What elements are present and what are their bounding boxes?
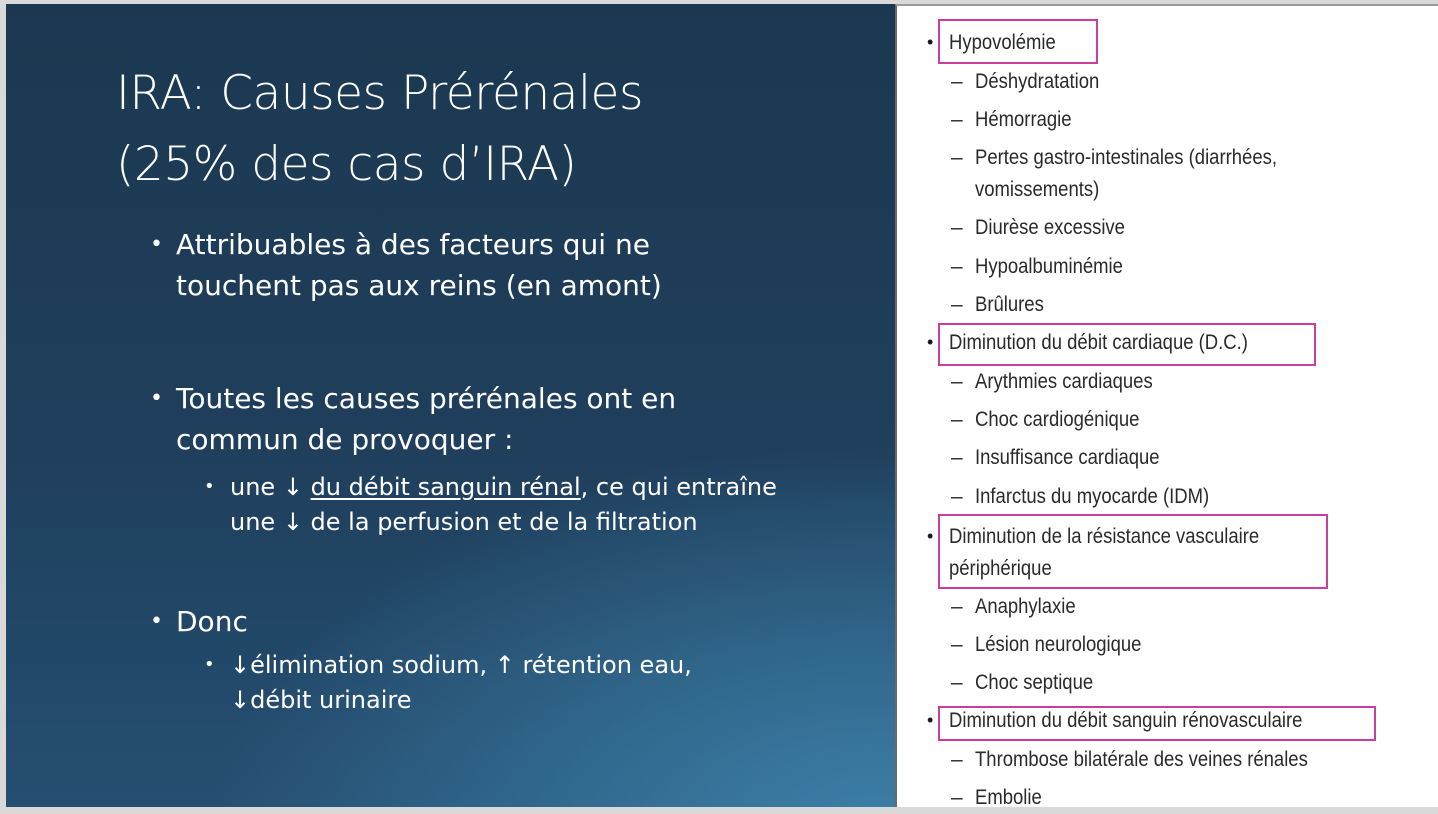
- scanned-figure-panel: [895, 4, 1438, 807]
- figure-dash: –: [951, 216, 963, 239]
- figure-dash: –: [951, 70, 963, 93]
- bullet-line: Donc: [176, 605, 248, 638]
- figure-item: Arythmies cardiaques: [975, 370, 1153, 393]
- bullet-donc: [150, 601, 248, 642]
- highlight-box-hypovolemie: [938, 19, 1098, 64]
- figure-item: Brûlures: [975, 293, 1044, 316]
- figure-item: Diurèse excessive: [975, 216, 1125, 239]
- figure-item-continuation: vomissements): [975, 178, 1100, 201]
- figure-item: Déshydratation: [975, 70, 1100, 93]
- figure-dash: –: [951, 293, 963, 316]
- sub-bullet-post: , ce qui entraîne: [580, 473, 777, 501]
- figure-item: Thrombose bilatérale des veines rénales: [975, 748, 1308, 771]
- bullet-line: Attribuables à des facteurs qui ne: [176, 228, 650, 261]
- figure-dash: –: [951, 485, 963, 508]
- figure-item: Anaphylaxie: [975, 595, 1076, 618]
- figure-bullet: •: [927, 32, 934, 52]
- figure-heading-resistance-vasculaire: Diminution de la résistance vasculaire: [949, 525, 1260, 548]
- figure-item: Hémorragie: [975, 108, 1072, 131]
- sub-bullet-line: [230, 470, 777, 505]
- sub-bullet-dot: •: [204, 476, 215, 497]
- bullet-dot: •: [150, 232, 163, 257]
- figure-item: Pertes gastro-intestinales (diarrhées,: [975, 146, 1277, 169]
- figure-heading-resistance-vasculaire-line-2: périphérique: [949, 557, 1052, 580]
- slide-title: [116, 58, 643, 200]
- figure-dash: –: [951, 748, 963, 771]
- bullet-dot: •: [150, 609, 163, 634]
- figure-item: Infarctus du myocarde (IDM): [975, 485, 1210, 508]
- slide-title-line-2: (25% des cas d’IRA): [116, 137, 577, 192]
- slide-title-line-1: IRA: Causes Prérénales: [116, 66, 643, 121]
- figure-dash: –: [951, 595, 963, 618]
- figure-dash: –: [951, 146, 963, 169]
- bullet-attribuables: [150, 224, 662, 306]
- figure-bullet: •: [927, 332, 934, 352]
- highlight-box-debit-cardiaque: [938, 323, 1316, 366]
- figure-dash: –: [951, 255, 963, 278]
- underlined-debit-sanguin-renal: du débit sanguin rénal: [310, 473, 581, 501]
- figure-item: Embolie: [975, 786, 1042, 807]
- figure-dash: –: [951, 786, 963, 807]
- sub-bullet-dot: •: [204, 654, 215, 675]
- bullet-line: touchent pas aux reins (en amont): [176, 269, 662, 302]
- bullet-causes-communes: [150, 378, 677, 460]
- figure-dash: –: [951, 446, 963, 469]
- sub-bullet-pre: une ↓: [230, 473, 311, 501]
- slide-text-panel: [6, 4, 895, 807]
- figure-heading-renovasculaire: Diminution du débit sanguin rénovasculaire: [949, 709, 1303, 732]
- figure-item: Choc septique: [975, 671, 1094, 694]
- figure-bullet: •: [927, 710, 934, 730]
- highlight-box-resistance-vasculaire: [938, 514, 1328, 589]
- figure-heading-hypovolemie: Hypovolémie: [949, 31, 1056, 54]
- sub-bullet-line: une ↓ de la perfusion et de la filtration: [230, 508, 698, 536]
- bullet-line: Toutes les causes prérénales ont en: [176, 382, 677, 415]
- figure-dash: –: [951, 408, 963, 431]
- figure-bullet: •: [927, 526, 934, 546]
- sub-bullet-line: ↓élimination sodium, ↑ rétention eau,: [230, 651, 692, 679]
- figure-dash: –: [951, 108, 963, 131]
- figure-dash: –: [951, 370, 963, 393]
- bullet-line: commun de provoquer :: [176, 423, 514, 456]
- figure-item: Hypoalbuminémie: [975, 255, 1123, 278]
- figure-heading-debit-cardiaque: Diminution du débit cardiaque (D.C.): [949, 331, 1248, 354]
- figure-item: Lésion neurologique: [975, 633, 1142, 656]
- figure-dash: –: [951, 633, 963, 656]
- bullet-dot: •: [150, 386, 163, 411]
- sub-bullet-debit-sanguin: [204, 470, 777, 540]
- slide: [6, 4, 1438, 807]
- figure-dash: –: [951, 671, 963, 694]
- figure-item: Choc cardiogénique: [975, 408, 1140, 431]
- highlight-box-renovasculaire: [938, 706, 1376, 741]
- sub-bullet-line: ↓débit urinaire: [230, 686, 412, 714]
- figure-item: Insuffisance cardiaque: [975, 446, 1160, 469]
- sub-bullet-consequences: [204, 648, 692, 718]
